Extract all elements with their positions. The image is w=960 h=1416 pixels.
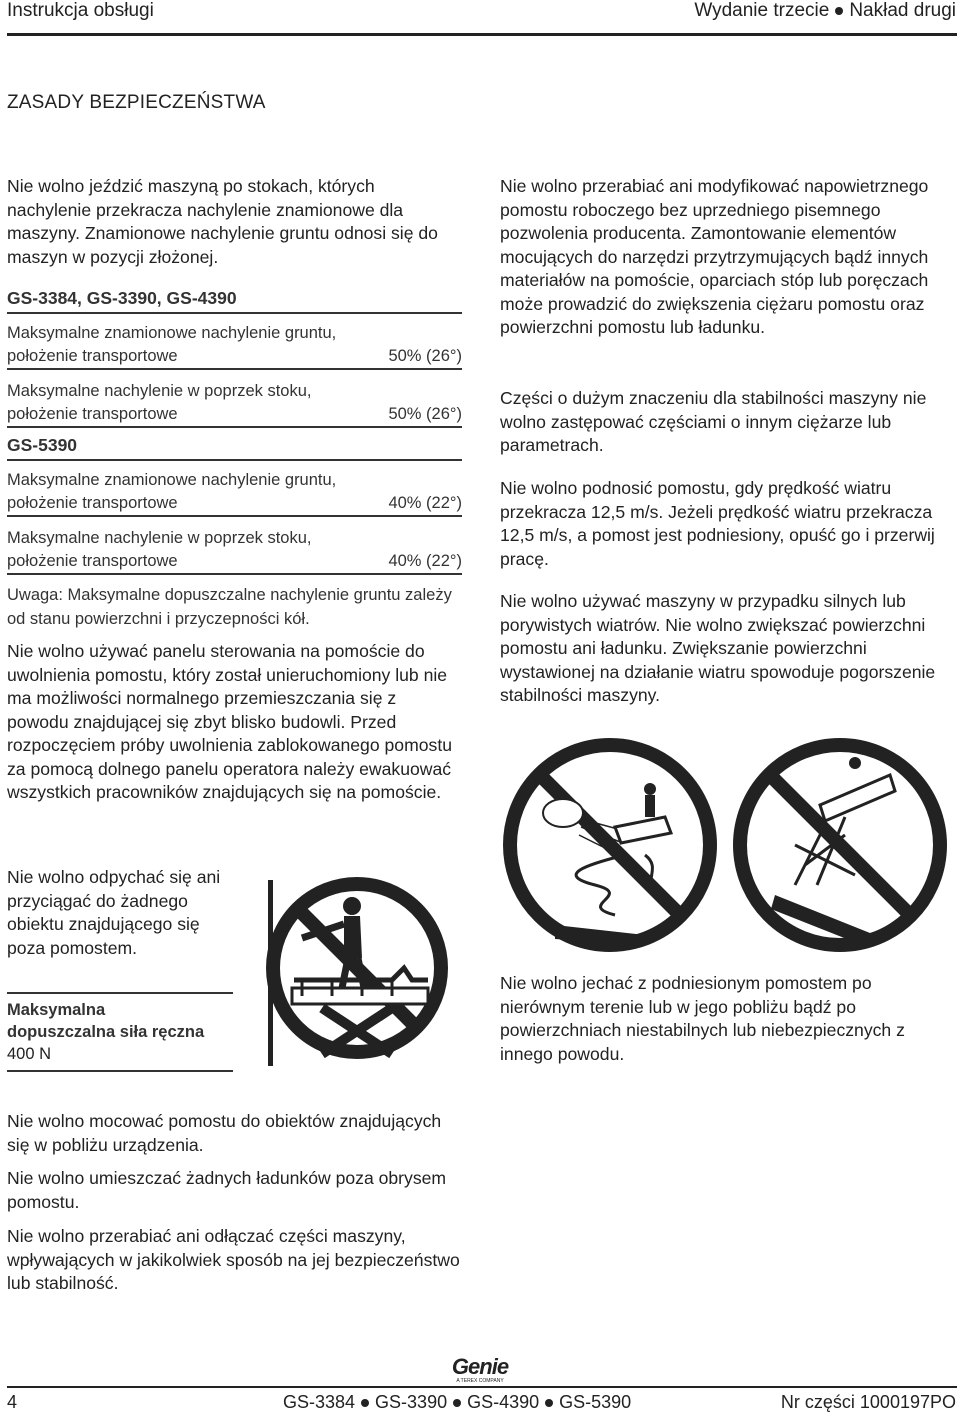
header-right <box>694 0 956 22</box>
bottom-para-3: Nie wolno przerabiać ani odłączać części maszyny, wpływających w jakikolwiek sposób na jej bezpieczeństwo lub stabilność. <box>7 1226 460 1293</box>
slope-spec <box>7 287 462 631</box>
section-title: ZASADY BEZPIECZEŃSTWA <box>7 92 266 113</box>
right-para-4: Nie wolno używać maszyny w przypadku silnych lub porywistych wiatrów. Nie wolno zwiększać powierzchni pomostu ani ładunku. Zwiększanie powierzchni wystawionej na działanie wiatru spowoduje pogorszenie stabilności maszyny. <box>500 591 936 705</box>
model-name: GS-3384 <box>283 1392 356 1412</box>
spec-label: położenie transportowe <box>7 347 178 365</box>
no-wind-no-slope-illustration <box>495 735 955 955</box>
force-value: 400 N <box>7 1045 52 1063</box>
logo-tagline: A TEREX COMPANY <box>456 1378 504 1384</box>
logo-wordmark: Genie <box>451 1354 509 1379</box>
left-para-2: Nie wolno używać panelu sterowania na pomoście do uwolnienia pomostu, który został unieruchomiony lub nie ma możliwości normalnego przemieszczania się z powodu znajdującej się zbyt blisko budowli. Przed rozpoczęciem próby uwolnienia zablokowanego pomostu za pomocą dolnego panelu operatora należy ewakuować wszystkich pracowników znajdujących się na pomoście. <box>7 641 452 802</box>
left-para-1: Nie wolno jeździć maszyną po stokach, których nachylenie przekracza nachylenie znamionowe dla maszyny. Znamionowe nachylenie gruntu odnosi się do maszyn w pozycji złożonej. <box>7 176 438 267</box>
spec-label: położenie transportowe <box>7 494 178 512</box>
bullet-icon <box>453 1399 461 1407</box>
page-number: 4 <box>7 1392 18 1412</box>
footer-models <box>283 1392 631 1412</box>
right-para-3: Nie wolno podnosić pomostu, gdy prędkość wiatru przekracza 12,5 m/s. Jeżeli prędkość wiatru przekracza 12,5 m/s, a pomost jest podniesiony, opuść go i przerwij pracę. <box>500 478 935 569</box>
spec-group1-title: GS-3384, GS-3390, GS-4390 <box>7 287 462 314</box>
max-force-spec <box>7 999 233 1065</box>
spec-note: Uwaga: Maksymalne dopuszczalne nachylenie gruntu zależy od stanu powierzchni i przyczepności kół. <box>7 586 452 628</box>
spec-value: 40% (22°) <box>388 494 462 512</box>
slope-prohibition-sign <box>740 745 940 947</box>
part-number: Nr części 1000197PO <box>780 1392 956 1412</box>
spec-label: Maksymalne znamionowe nachylenie gruntu, <box>7 471 337 489</box>
spec-group2-title: GS-5390 <box>7 434 462 461</box>
force-rule-bottom <box>7 1070 233 1072</box>
right-para-5: Nie wolno jechać z podniesionym pomostem po nierównym terenie lub w jego pobliżu bądź po powierzchniach niestabilnych lub niebezpiecznych z innego powodu. <box>500 973 905 1064</box>
footer-rule <box>7 1386 957 1388</box>
spec-item <box>7 527 462 575</box>
spec-item <box>7 380 462 428</box>
model-name: GS-4390 <box>467 1392 540 1412</box>
spec-label: położenie transportowe <box>7 552 178 570</box>
bottom-para-2: Nie wolno umieszczać żadnych ładunków poza obrysem pomostu. <box>7 1168 447 1212</box>
header-printing: Nakład drugi <box>849 0 956 21</box>
bullet-icon <box>835 7 843 15</box>
header-left: Instrukcja obsługi <box>7 0 154 21</box>
no-pushing-pulling-illustration <box>232 868 462 1068</box>
spec-label: Maksymalne znamionowe nachylenie gruntu, <box>7 324 337 342</box>
spec-value: 50% (26°) <box>388 347 462 365</box>
right-para-2: Części o dużym znaczeniu dla stabilności maszyny nie wolno zastępować częściami o innym ciężarze lub parametrach. <box>500 388 927 455</box>
spec-item <box>7 469 462 517</box>
model-name: GS-3390 <box>375 1392 448 1412</box>
wind-prohibition-sign <box>510 745 710 945</box>
genie-logo <box>444 1356 516 1384</box>
spec-item <box>7 322 462 370</box>
force-rule-top <box>7 992 233 994</box>
spec-value: 50% (26°) <box>388 405 462 423</box>
spec-label: położenie transportowe <box>7 405 178 423</box>
right-para-1: Nie wolno przerabiać ani modyfikować napowietrznego pomostu roboczego bez uprzedniego pisemnego pozwolenia producenta. Zamontowanie elementów mocujących do narzędzi przytrzymujących bądź innych materiałów na pomoście, oparciach stóp lub poręczach może prowadzić do zwiększenia ciężaru pomostu oraz powierzchni pomostu lub ładunku. <box>500 176 929 337</box>
bullet-icon <box>545 1399 553 1407</box>
spec-label: Maksymalne nachylenie w poprzek stoku, <box>7 382 312 400</box>
left-para-3: Nie wolno odpychać się ani przyciągać do żadnego obiektu znajdującego się poza pomostem. <box>7 867 221 958</box>
force-label: dopuszczalna siła ręczna <box>7 1023 205 1041</box>
spec-value: 40% (22°) <box>388 552 462 570</box>
force-label: Maksymalna <box>7 1001 106 1019</box>
header-edition: Wydanie trzecie <box>694 0 830 21</box>
spec-label: Maksymalne nachylenie w poprzek stoku, <box>7 529 312 547</box>
header-rule <box>7 33 957 36</box>
model-name: GS-5390 <box>559 1392 632 1412</box>
bottom-para-1: Nie wolno mocować pomostu do obiektów znajdujących się w pobliżu urządzenia. <box>7 1111 442 1155</box>
bullet-icon <box>361 1399 369 1407</box>
